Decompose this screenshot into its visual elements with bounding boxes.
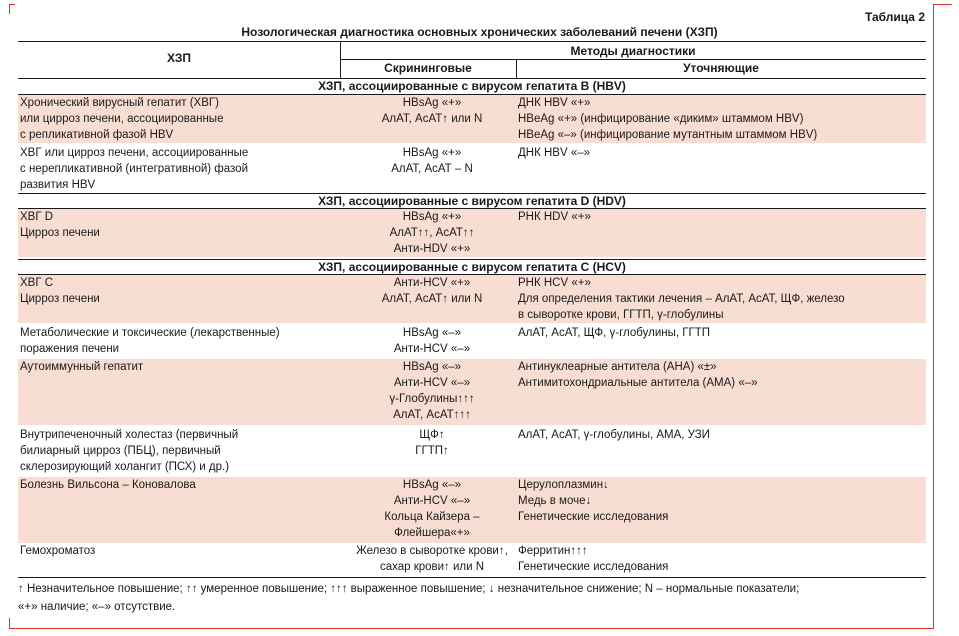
screening-cell: Железо в сыворотке крови↑, сахар крови↑ или N <box>356 545 508 573</box>
frame-line <box>9 618 10 629</box>
table-rule <box>340 59 926 60</box>
table-row <box>18 359 926 425</box>
header-disease: ХЗП <box>167 51 191 65</box>
table-row <box>18 427 926 477</box>
clarifying-cell: Антинуклеарные антитела (АНА) «±» Антимитохондриальные антитела (АМА) «–» <box>518 361 758 389</box>
section-hbv: ХЗП, ассоциированные с вирусом гепатита В (HBV) <box>318 79 626 93</box>
screening-cell: HBsAg «–» Анти-HCV «–» γ-Глобулины↑↑↑ АлАТ, АсАТ↑↑↑ <box>389 361 475 421</box>
frame-line <box>933 4 934 629</box>
clarifying-cell: ДНК HBV «+» HBeAg «+» (инфицирование «диким» штаммом HBV) HBeAg «–» (инфицирование мутантным штаммом HBV) <box>518 97 818 141</box>
disease-cell: ХВГ С Цирроз печени <box>20 277 100 305</box>
disease-cell: Болезнь Вильсона – Коновалова <box>20 479 196 491</box>
frame-line <box>933 4 952 5</box>
clarifying-cell: АлАТ, АсАТ, ЩФ, γ-глобулины, ГГТП <box>518 327 711 339</box>
table-rule <box>18 577 926 578</box>
header-clarifying: Уточняющие <box>683 61 759 75</box>
table-row <box>18 325 926 359</box>
table-row <box>18 543 926 577</box>
frame-line <box>9 628 934 629</box>
disease-cell: Метаболические и токсические (лекарственные) поражения печени <box>20 327 280 355</box>
screening-cell: ЩФ↑ ГГТП↑ <box>415 429 449 457</box>
disease-cell: Хронический вирусный гепатит (ХВГ) или цирроз печени, ассоциированные с репликативной фазой HBV <box>20 97 224 141</box>
footnote <box>18 580 928 616</box>
footnote-text: ↑ Незначительное повышение; ↑↑ умеренное повышение; ↑↑↑ выраженное повышение; ↓ незначительное снижение; N – нормальные показатели; «+» наличие; «–» отсутствие. <box>18 583 800 613</box>
header-screening: Скрининговые <box>384 61 472 75</box>
clarifying-cell: РНК HDV «+» <box>518 211 591 223</box>
table-label: Таблица 2 <box>864 10 925 24</box>
clarifying-cell: АлАТ, АсАТ, γ-глобулины, АМА, УЗИ <box>518 429 710 441</box>
clarifying-cell: Ферритин↑↑↑ Генетические исследования <box>518 545 669 573</box>
section-hdv: ХЗП, ассоциированные с вирусом гепатита D (HDV) <box>318 194 626 208</box>
screening-cell: HBsAg «–» Анти-HCV «–» <box>393 327 471 355</box>
screening-cell: HBsAg «–» Анти-HCV «–» Кольца Кайзера – Флейшера«+» <box>384 479 480 539</box>
screening-cell: HBsAg «+» АлАТ↑↑, АсАТ↑↑ Анти-HDV «+» <box>389 211 475 255</box>
table-row <box>18 477 926 543</box>
disease-cell: Гемохроматоз <box>20 545 96 557</box>
disease-cell: Внутрипеченочный холестаз (первичный билиарный цирроз (ПБЦ), первичный склерозирующий холангит (ПСХ) и др.) <box>20 429 239 473</box>
table-title: Нозологическая диагностика основных хронических заболеваний печени (ХЗП) <box>241 25 718 39</box>
disease-cell: Аутоиммунный гепатит <box>20 361 144 373</box>
table-rule <box>18 41 926 42</box>
table-row <box>18 209 926 257</box>
screening-cell: Анти-HCV «+» АлАТ, АсАТ↑ или N <box>381 277 483 305</box>
section-hcv: ХЗП, ассоциированные с вирусом гепатита С (HCV) <box>318 260 626 274</box>
screening-cell: HBsAg «+» АлАТ, АсАТ↑ или N <box>381 97 483 125</box>
disease-cell: ХВГ или цирроз печени, ассоциированные с нерепликативной (интегративной) фазой развития HBV <box>20 147 249 191</box>
clarifying-cell: Церулоплазмин↓ Медь в моче↓ Генетические исследования <box>518 479 669 523</box>
table-row <box>18 145 926 193</box>
table-row <box>18 275 926 323</box>
header-methods: Методы диагностики <box>570 44 696 58</box>
frame-line <box>9 4 10 14</box>
clarifying-cell: РНК HCV «+» Для определения тактики лечения – АлАТ, АсАТ, ЩФ, железо в сыворотке крови, ГГТП, γ-глобулины <box>518 277 845 321</box>
clarifying-cell: ДНК HBV «–» <box>518 147 591 159</box>
table-row <box>18 95 926 143</box>
disease-cell: ХВГ D Цирроз печени <box>20 211 100 239</box>
screening-cell: HBsAg «+» АлАТ, АсАТ – N <box>391 147 473 175</box>
